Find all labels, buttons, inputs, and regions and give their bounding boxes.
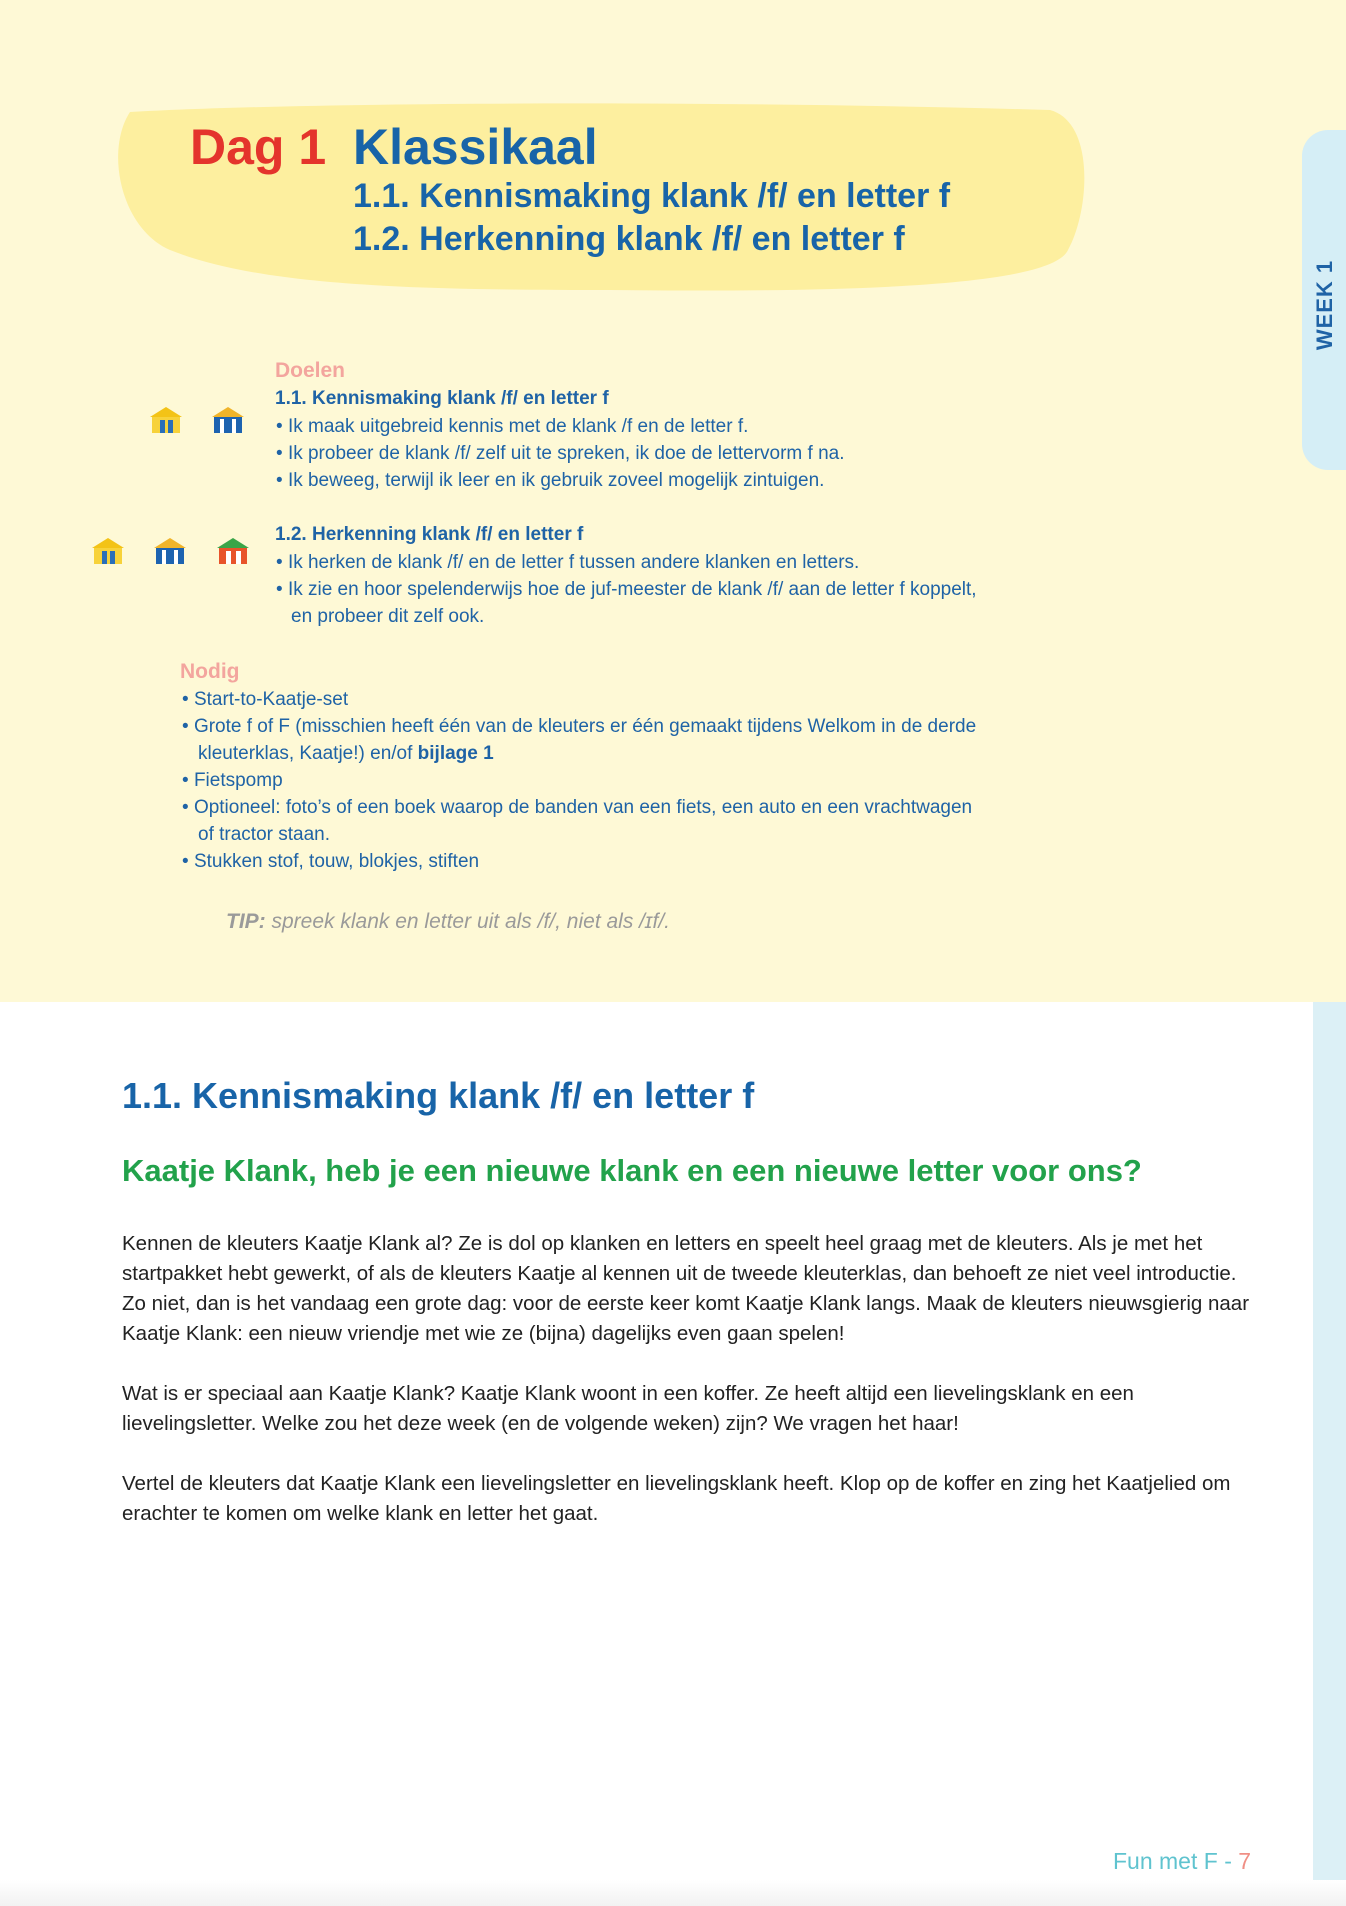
doelen-group2-item: • Ik herken de klank /f/ en de letter f tussen andere klanken en letters.: [276, 552, 859, 574]
nodig-label: Nodig: [180, 660, 240, 683]
doelen-group2-item: • Ik zie en hoor spelenderwijs hoe de juf-meester de klank /f/ aan de letter f koppelt,: [276, 579, 977, 601]
page-number: 7: [1238, 1848, 1252, 1874]
nodig-item: • Stukken stof, touw, blokjes, stiften: [182, 851, 479, 873]
subtitle-2: 1.2. Herkenning klank /f/ en letter f: [353, 220, 905, 258]
tip: [226, 910, 670, 934]
tent-blue-icon: [150, 536, 190, 566]
nodig-item-cont: [198, 743, 494, 765]
section-heading: 1.1. Kennismaking klank /f/ en letter f: [122, 1075, 755, 1116]
tent-yellow-icon: [146, 405, 186, 435]
doelen-group1-title: 1.1. Kennismaking klank /f/ en letter f: [275, 388, 609, 409]
doelen-group2-title: 1.2. Herkenning klank /f/ en letter f: [275, 524, 584, 545]
subtitle-1: 1.1. Kennismaking klank /f/ en letter f: [353, 177, 951, 215]
tip-label: TIP:: [226, 910, 266, 933]
tip-text: spreek klank en letter uit als /f/, niet als /ɪf/.: [265, 910, 670, 933]
body-paragraph: Wat is er speciaal aan Kaatje Klank? Kaatje Klank woont in een koffer. Ze heeft altijd een lievelingsklank en een lievelingsletter. Welke zou het deze week (en de volgende weken) zijn? We vragen het haar!: [122, 1382, 1134, 1435]
nodig-item: • Grote f of F (misschien heeft één van de kleuters er één gemaakt tijdens Welkom in de derde: [182, 716, 976, 738]
doelen-group1-item: • Ik beweeg, terwijl ik leer en ik gebruik zoveel mogelijk zintuigen.: [276, 470, 824, 492]
section-subheading: Kaatje Klank, heb je een nieuwe klank en een nieuwe letter voor ons?: [122, 1153, 1142, 1188]
week-label: WEEK 1: [1312, 259, 1338, 351]
nodig-item-cont: of tractor staan.: [198, 824, 331, 845]
tent-blue-icon: [208, 405, 248, 435]
nodig-item: • Start-to-Kaatje-set: [182, 689, 348, 711]
body-paragraph: Vertel de kleuters dat Kaatje Klank een lievelingsletter en lievelingsklank heeft. Klop op de koffer en zing het Kaatjelied om erachter te komen om welke klank en letter het gaat.: [122, 1472, 1231, 1525]
doelen-label: Doelen: [275, 359, 346, 382]
doelen-group1-item: • Ik probeer de klank /f/ zelf uit te spreken, ik doe de lettervorm f na.: [276, 443, 845, 465]
nodig-item: • Optioneel: foto’s of een boek waarop de banden van een fiets, een auto en een vrachtwagen: [182, 797, 972, 819]
dag-label: Dag 1: [190, 119, 327, 175]
right-strip: [1313, 1002, 1346, 1906]
doelen-group2-item-cont: en probeer dit zelf ook.: [291, 606, 485, 627]
doelen-group1-item: • Ik maak uitgebreid kennis met de klank /f en de letter f.: [276, 416, 748, 438]
bijlage-link-text: bijlage 1: [417, 743, 494, 764]
body-paragraph: Kennen de kleuters Kaatje Klank al? Ze is dol op klanken en letters en speelt heel graag met de kleuters. Als je met het startpakket hebt gewerkt, of als de kleuters Kaatje al kennen uit de tweede kleuterklas, dan behoeft ze niet veel introductie. Zo niet, dan is het vandaag een grote dag: voor de eerste keer komt Kaatje Klank langs. Maak de kleuters nieuwsgierig naar Kaatje Klank: een nieuw vriendje met wie ze (bijna) dagelijks even gaan spelen!: [122, 1232, 1250, 1345]
nodig-item: • Fietspomp: [182, 770, 283, 792]
page-footer: [1113, 1848, 1251, 1875]
footer-title: Fun met F -: [1113, 1848, 1239, 1874]
tent-orange-icon: [213, 536, 253, 566]
page-title: Klassikaal: [353, 119, 598, 175]
tent-yellow-icon: [88, 536, 128, 566]
bottom-shade: [0, 1880, 1346, 1906]
week-label-box: [1308, 250, 1342, 360]
nodig-item-cont-text: kleuterklas, Kaatje!) en/of: [198, 743, 418, 764]
